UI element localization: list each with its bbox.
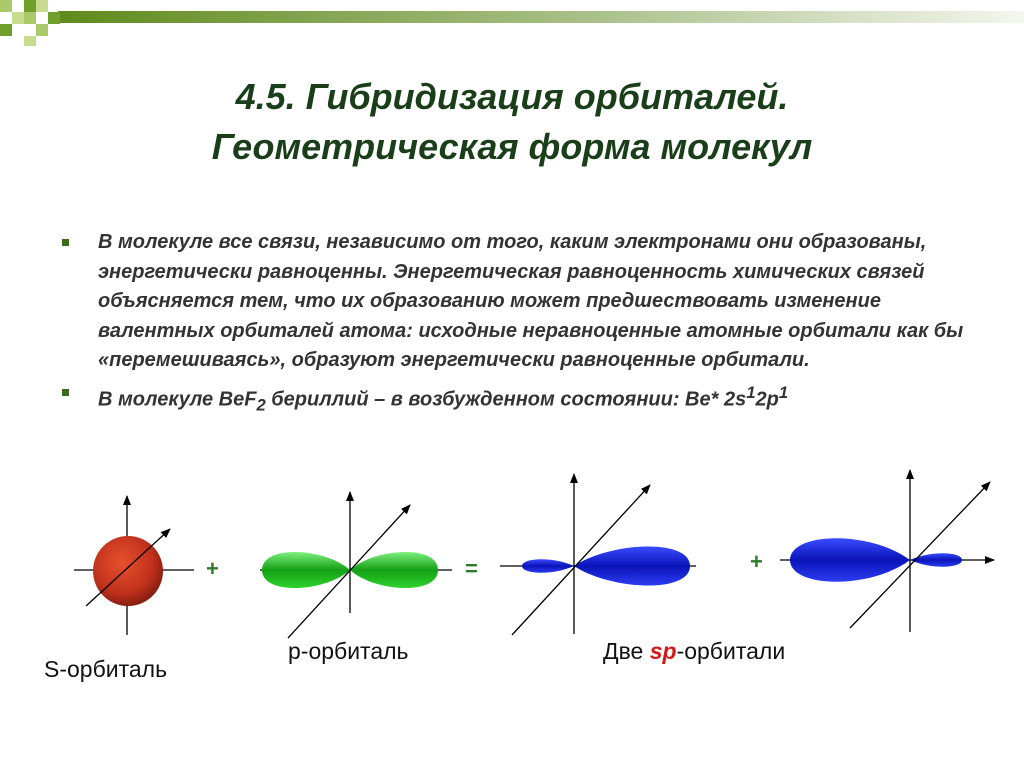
deco-square <box>48 12 60 24</box>
deco-square <box>12 12 24 24</box>
sp-label-part-c: -орбитали <box>676 638 786 664</box>
title-line-2: Геометрическая форма молекул <box>211 126 813 167</box>
deco-square <box>24 36 36 46</box>
top-decoration-bar <box>0 0 1024 46</box>
deco-square <box>24 12 36 24</box>
s-orbital-figure <box>74 496 194 635</box>
sp-label-part-a: Две <box>603 638 650 664</box>
title-line-1: 4.5. Гибридизация орбиталей. <box>235 76 789 117</box>
bullet-text-b: бериллий – в возбужденном состоянии: Be* 2s <box>265 388 747 411</box>
deco-square <box>0 24 12 36</box>
plus-sign: + <box>206 556 219 581</box>
gradient-stripe <box>58 11 1024 23</box>
p-orbital-lobe-left <box>262 552 350 588</box>
bullet-text-a: В молекуле BeF <box>98 388 257 411</box>
p-orbital-figure <box>260 492 452 638</box>
s-orbital-label: S-орбиталь <box>44 656 168 682</box>
sp-orbital-figure-2 <box>780 470 994 632</box>
sp-large-lobe <box>790 538 910 582</box>
bullet-text: В молекуле все связи, независимо от того, каким электронами они образованы, энергетически равноценны. Энергетическая равноценность химических связей объясняется тем, что их образованию может предшествовать изменение валентных орбиталей атома: исходные неравноценные атомные орбитали как бы «перемешиваясь», образуют энергетически равноценные орбитали. <box>98 231 964 371</box>
deco-square <box>0 0 12 12</box>
deco-square <box>36 0 48 12</box>
subscript: 2 <box>256 395 266 415</box>
sp-orbital-figure-1 <box>500 474 696 635</box>
bullet-list <box>60 228 980 420</box>
sp-small-lobe <box>522 559 574 573</box>
superscript: 1 <box>746 382 756 402</box>
sp-small-lobe <box>910 553 962 567</box>
p-orbital-lobe-right <box>350 552 438 588</box>
orbital-diagram <box>0 460 1024 767</box>
slide-title <box>0 72 1024 172</box>
bullet-square-icon <box>62 239 69 246</box>
equals-sign: = <box>465 556 478 581</box>
deco-square <box>24 0 36 12</box>
sp-large-lobe <box>574 546 690 585</box>
sp-orbitals-label <box>603 638 785 665</box>
bullet-text-c: 2p <box>755 388 779 411</box>
bullet-square-icon <box>62 389 69 396</box>
plus-sign: + <box>750 549 763 574</box>
p-orbital-label: p-орбиталь <box>288 638 409 664</box>
bullet-item <box>60 228 980 376</box>
sp-label-highlight: sp <box>649 638 677 664</box>
superscript: 1 <box>778 382 789 402</box>
deco-square <box>36 24 48 36</box>
s-orbital-sphere <box>93 536 163 606</box>
bullet-item <box>60 378 980 420</box>
